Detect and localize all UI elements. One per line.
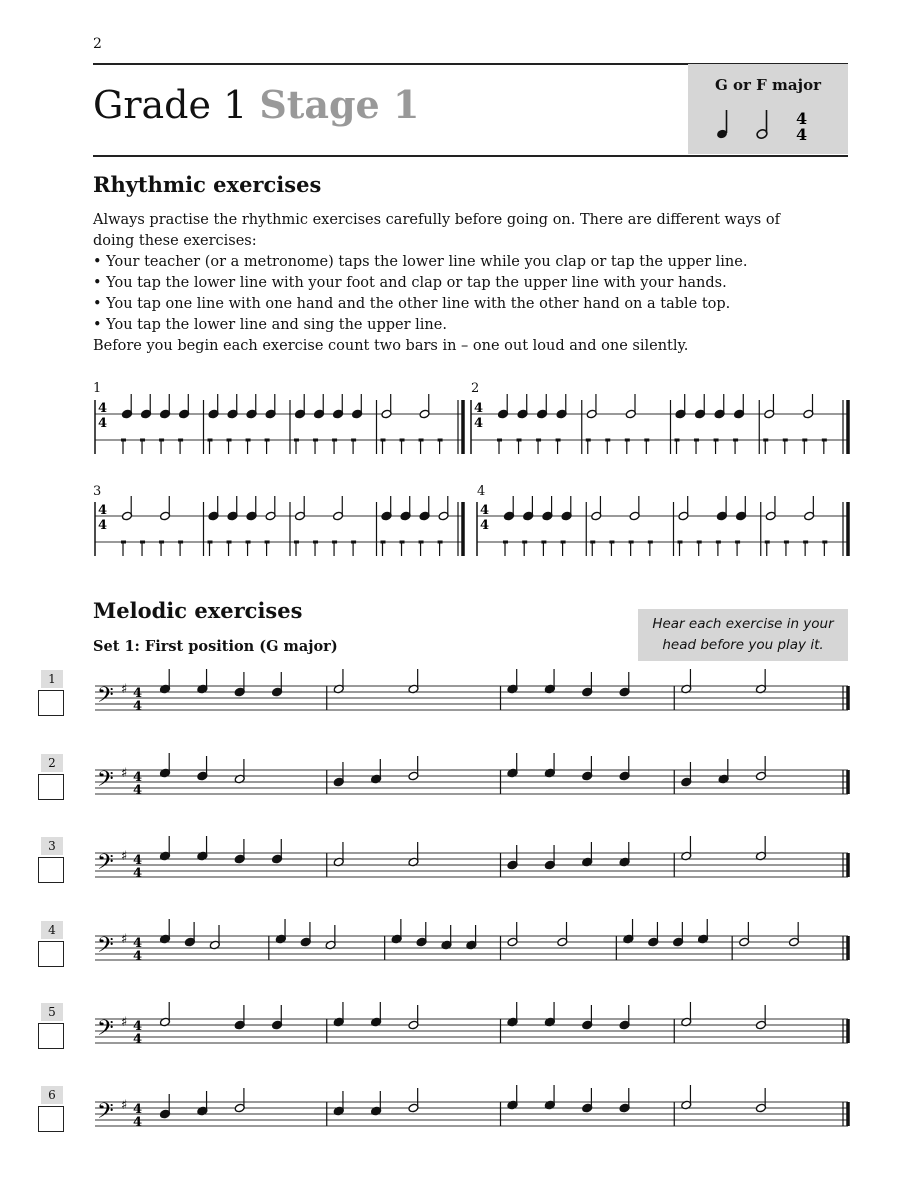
time-signature: 4 — [98, 416, 108, 431]
time-signature: 4 — [98, 401, 108, 416]
title-stage: Stage 1 — [259, 82, 420, 127]
page-number: 2 — [93, 36, 102, 52]
time-signature: 4 — [98, 503, 108, 518]
intro-line: Always practise the rhythmic exercises carefully before going on. There are different ways of doing these exercises: — [93, 212, 780, 249]
time-signature: 4 — [133, 949, 143, 964]
exercise-number: 3 — [41, 837, 63, 855]
time-signature: 4 — [133, 783, 143, 798]
time-signature: 4 — [133, 770, 143, 785]
intro-line: • You tap the lower line and sing the upper line. — [93, 317, 447, 333]
exercise-number: 6 — [41, 1086, 63, 1104]
time-signature: 4 — [133, 853, 143, 868]
intro-line: • Your teacher (or a metronome) taps the lower line while you clap or tap the upper line. — [93, 254, 748, 270]
time-signature: 4 — [480, 518, 490, 533]
svg-text:4: 4 — [796, 109, 808, 128]
time-signature: 4 — [133, 936, 143, 951]
time-signature: 4 — [133, 1032, 143, 1047]
key-signature-sharp: ♯ — [121, 1098, 128, 1113]
intro-line: Before you begin each exercise count two bars in – one out loud and one silently. — [93, 338, 689, 354]
rhythmic-heading: Rhythmic exercises — [93, 172, 322, 197]
key-signature-sharp: ♯ — [121, 1015, 128, 1030]
key-signature-sharp: ♯ — [121, 932, 128, 947]
exercise-number: 5 — [41, 1003, 63, 1021]
time-signature: 4 — [133, 1102, 143, 1117]
time-signature: 4 — [133, 1115, 143, 1130]
rhythm-exercise-number: 2 — [471, 381, 480, 396]
intro-line: • You tap the lower line with your foot and clap or tap the upper line with your hands. — [93, 275, 727, 291]
bass-clef: 𝄢 — [97, 767, 114, 797]
intro-line: • You tap one line with one hand and the other line with the other hand on a table top. — [93, 296, 731, 312]
time-signature: 4 — [474, 416, 484, 431]
exercise-number: 1 — [41, 670, 63, 688]
key-signature-sharp: ♯ — [121, 766, 128, 781]
bass-clef: 𝄢 — [97, 683, 114, 713]
bass-clef: 𝄢 — [97, 850, 114, 880]
time-signature: 4 — [133, 699, 143, 714]
title-grade: Grade 1 — [93, 83, 248, 127]
time-signature: 4 — [133, 866, 143, 881]
key-label: G or F major — [715, 76, 821, 94]
exercise-number: 4 — [41, 921, 63, 939]
bass-clef: 𝄢 — [97, 1016, 114, 1046]
rhythm-exercise-number: 3 — [93, 484, 102, 499]
hint-text: Hear each exercise in your head before you play it. — [652, 616, 834, 653]
exercise-number: 2 — [41, 754, 63, 772]
rhythm-exercise-number: 1 — [93, 381, 102, 396]
bass-clef: 𝄢 — [97, 1099, 114, 1129]
time-signature: 4 — [474, 401, 484, 416]
svg-text:4: 4 — [796, 125, 808, 142]
time-signature: 4 — [133, 1019, 143, 1034]
time-signature: 4 — [98, 518, 108, 533]
set-heading: Set 1: First position (G major) — [93, 638, 338, 655]
time-signature: 4 — [133, 686, 143, 701]
key-signature-sharp: ♯ — [121, 849, 128, 864]
time-signature: 4 — [480, 503, 490, 518]
bass-clef: 𝄢 — [97, 933, 114, 963]
melodic-heading: Melodic exercises — [93, 598, 303, 623]
rhythm-exercise-number: 4 — [477, 484, 486, 499]
key-signature-sharp: ♯ — [121, 682, 128, 697]
